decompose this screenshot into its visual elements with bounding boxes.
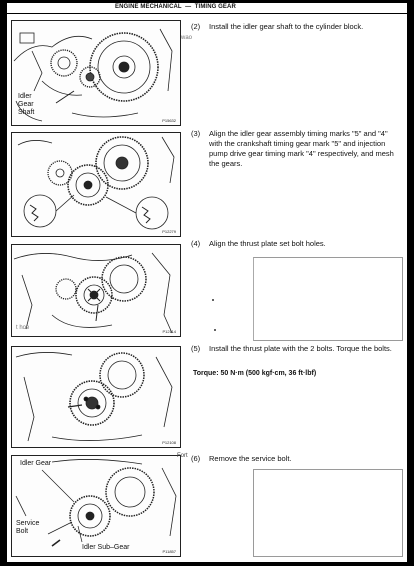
- step-text: Install the thrust plate with the 2 bolts. Torque the bolts.: [209, 344, 392, 353]
- figure-id: P12108: [162, 440, 176, 445]
- header-separator: —: [185, 4, 192, 10]
- step-5: [191, 344, 401, 366]
- figure-id: P15632: [162, 118, 176, 123]
- label-line: Shaft: [18, 109, 35, 116]
- step-4: [191, 239, 401, 251]
- figure-3-drawing: [12, 245, 180, 336]
- manual-page: [7, 3, 407, 562]
- step-number: (6): [191, 454, 201, 463]
- figure-5-drawing: [12, 456, 180, 556]
- figure-timing-marks: [11, 132, 181, 237]
- step-text: Align the thrust plate set bolt holes.: [209, 239, 326, 248]
- step-text: Remove the service bolt.: [209, 454, 292, 463]
- scan-fragment: wao: [181, 35, 193, 41]
- step-number: (4): [191, 239, 201, 248]
- figure-id: P11857: [162, 549, 176, 554]
- figure-service-bolt: [11, 455, 181, 557]
- figure-thrust-plate-holes: [11, 244, 181, 337]
- scan-speck: [214, 329, 216, 331]
- step-number: (2): [191, 22, 201, 31]
- label-service-bolt: [16, 520, 39, 536]
- step-3: [191, 129, 401, 173]
- figure-id: P12114: [162, 329, 176, 334]
- scan-fragment: Fort: [177, 453, 188, 459]
- label-idler-gear-shaft: [18, 93, 34, 117]
- figure-idler-gear-shaft: [11, 20, 181, 126]
- label-line: Service: [16, 520, 40, 527]
- scan-fragment: t hoe: [16, 325, 30, 331]
- step-number: (3): [191, 129, 201, 138]
- step-6: [191, 454, 401, 466]
- label-idler-sub-gear: Idler Sub–Gear: [82, 544, 130, 551]
- step-text: Install the idler gear shaft to the cylinder block.: [209, 22, 364, 31]
- header-section: ENGINE MECHANICAL: [115, 4, 182, 10]
- step-number: (5): [191, 344, 201, 353]
- step-2: [191, 22, 401, 34]
- torque-spec: Torque: 50 N·m (500 kgf·cm, 36 ft·lbf): [193, 370, 317, 377]
- scan-artifact-frame: [253, 257, 403, 341]
- scan-speck: [212, 299, 214, 301]
- figure-4-drawing: [12, 347, 180, 447]
- figure-1-drawing: [12, 21, 180, 125]
- header-subsection: TIMING GEAR: [194, 4, 236, 10]
- label-line: Idler: [18, 93, 32, 100]
- label-line: Bolt: [16, 528, 29, 535]
- label-idler-gear: Idler Gear: [20, 460, 52, 467]
- step-text: Align the idler gear assembly timing marks "5" and "4" with the crankshaft timing gear mark "5" and injection pump drive gear timing mark "4" respectively, and mesh the gears.: [209, 129, 394, 168]
- page-header: [7, 3, 407, 14]
- figure-install-thrust-plate: [11, 346, 181, 448]
- header-title: [115, 4, 236, 10]
- figure-2-drawing: [12, 133, 180, 236]
- figure-id: P12279: [162, 229, 176, 234]
- label-line: Gear: [18, 101, 34, 108]
- scan-artifact-frame: [253, 469, 403, 557]
